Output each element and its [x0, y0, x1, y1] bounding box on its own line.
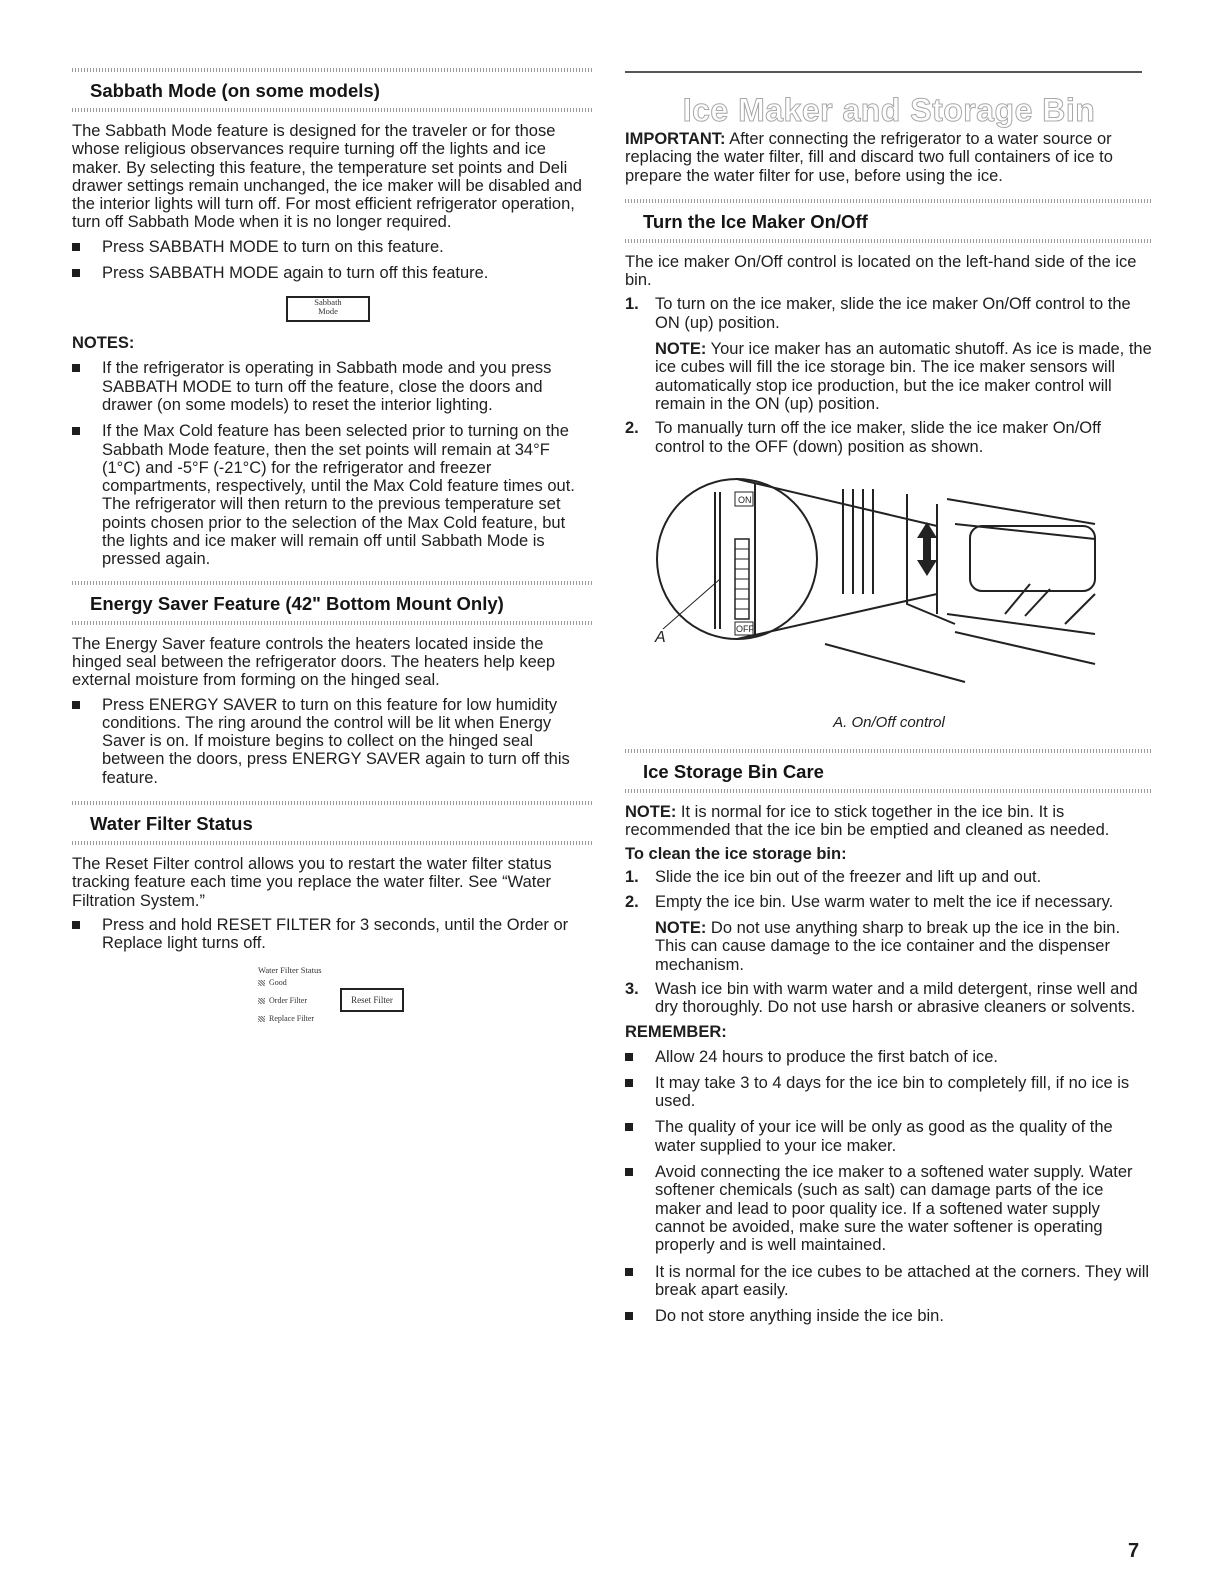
- bullet-icon: [72, 269, 80, 277]
- section-divider: [72, 801, 592, 805]
- bullet-icon: [625, 1312, 633, 1320]
- indicator-light-icon: [258, 998, 265, 1004]
- energy-intro: The Energy Saver feature controls the heaters located inside the hinged seal between the refrigerator doors. The heaters help keep external moisture from forming on the hinged seal.: [72, 634, 556, 690]
- sabbath-heading: Sabbath Mode (on some models): [90, 80, 380, 101]
- turn-steps: [625, 295, 1153, 455]
- callout-letter-a: A: [655, 628, 666, 646]
- section-divider: [72, 841, 592, 845]
- water-filter-heading: Water Filter Status: [90, 813, 253, 835]
- list-item: Press and hold RESET FILTER for 3 seconds, until the Order or Replace light turns off.: [72, 916, 592, 953]
- status-order-filter: Order Filter: [258, 996, 307, 1005]
- notes-heading: NOTES:: [72, 334, 135, 353]
- section-divider: [625, 239, 1153, 243]
- ice-maker-control-figure: [625, 464, 1153, 710]
- list-item: Avoid connecting the ice maker to a softened water supply. Water softener chemicals (such as salt) can damage parts of the ice maker and lead to poor quality ice. If a softened water supply cannot be avoided, make sure the water softener is operating properly and is well maintained.: [625, 1163, 1153, 1254]
- energy-bullets: [72, 696, 592, 787]
- section-divider: [72, 108, 592, 112]
- water-filter-panel-illustration: [72, 965, 592, 1055]
- care-note: NOTE: It is normal for ice to stick together in the ice bin. It is recommended that the ice bin be emptied and cleaned as needed.: [625, 802, 1110, 840]
- figure-caption: A. On/Off control: [833, 713, 945, 731]
- list-item: If the Max Cold feature has been selected prior to turning on the Sabbath Mode feature, then the set points will remain at 34°F (1°C) and -5°F (-21°C) for the refrigerator and freezer compartments, respectively, until the Max Cold feature times out. The refrigerator will then return to the previous temperature set points chosen prior to the selection of the Max Cold feature, but the lights and ice maker will remain off until Sabbath Mode is pressed again.: [72, 422, 592, 568]
- section-divider: [72, 581, 592, 585]
- bullet-icon: [625, 1079, 633, 1087]
- list-item: Press SABBATH MODE again to turn off this feature.: [72, 264, 592, 282]
- sabbath-mode-button-illustration: Sabbath Mode: [286, 296, 370, 322]
- list-item: Do not store anything inside the ice bin.: [625, 1307, 1153, 1325]
- clean-steps: [625, 868, 1153, 1016]
- energy-heading: Energy Saver Feature (42" Bottom Mount Only): [90, 592, 504, 614]
- list-item: 2. To manually turn off the ice maker, slide the ice maker On/Off control to the OFF (down) position as shown.: [625, 419, 1102, 456]
- sabbath-intro: The Sabbath Mode feature is designed for the traveler or for those whose religious observances require turning off the lights and ice maker. By selecting this feature, the temperature set points and Deli drawer settings remain unchanged, the ice maker will be disabled and the interior lights will turn off. For most efficient refrigerator operation, turn off Sabbath Mode when it is no longer required.: [72, 122, 582, 232]
- ice-maker-diagram: [625, 464, 1153, 710]
- sabbath-notes: [72, 359, 592, 568]
- clean-bin-heading: To clean the ice storage bin:: [625, 845, 847, 864]
- water-filter-bullets: [72, 916, 592, 953]
- remember-heading: REMEMBER:: [625, 1022, 727, 1041]
- bullet-icon: [625, 1268, 633, 1276]
- list-item: 3. Wash ice bin with warm water and a mild detergent, rinse well and dry thoroughly. Do not use harsh or abrasive cleaners or solvents.: [625, 979, 1138, 1017]
- list-item: It is normal for the ice cubes to be attached at the corners. They will break apart easily.: [625, 1263, 1153, 1300]
- bullet-icon: [72, 243, 80, 251]
- left-column: [72, 68, 592, 1055]
- right-column: [625, 78, 1153, 1333]
- bullet-icon: [72, 701, 80, 709]
- page-title: Ice Maker and Storage Bin: [682, 92, 1096, 128]
- list-item: 1. Slide the ice bin out of the freezer and lift up and out.: [625, 868, 1042, 887]
- section-divider: [625, 199, 1153, 203]
- water-filter-panel-title: Water Filter Status: [258, 964, 322, 975]
- status-good: Good: [258, 978, 287, 987]
- bullet-icon: [625, 1053, 633, 1061]
- list-item: Allow 24 hours to produce the first batch of ice.: [625, 1048, 1153, 1066]
- bullet-icon: [72, 427, 80, 435]
- important-paragraph: IMPORTANT: After connecting the refrigerator to a water source or replacing the water filter, fill and discard two full containers of ice to prepare the water filter for use, before using the ice.: [625, 130, 1113, 185]
- section-divider: [625, 749, 1153, 753]
- bullet-icon: [72, 921, 80, 929]
- bullet-icon: [625, 1168, 633, 1176]
- reset-filter-button-illustration: Reset Filter: [340, 988, 404, 1012]
- indicator-light-icon: [258, 1016, 265, 1022]
- sabbath-bullets: [72, 238, 592, 283]
- ice-bin-care-heading: Ice Storage Bin Care: [643, 760, 824, 782]
- list-item: If the refrigerator is operating in Sabbath mode and you press SABBATH MODE to turn off the feature, close the doors and drawer (on some models) to reset the interior lighting.: [72, 359, 592, 414]
- list-item: Press SABBATH MODE to turn on this feature.: [72, 238, 592, 256]
- list-item: 1. To turn on the ice maker, slide the ice maker On/Off control to the ON (up) position. NOTE: Your ice maker has an automatic shutoff. As ice is made, the ice cubes will fill the ice storage bin. The ice maker sensors will automatically stop ice production, but the ice maker control will remain in the ON (up) position.: [625, 295, 1152, 413]
- list-item: 2. Empty the ice bin. Use warm water to melt the ice if necessary. NOTE: Do not use anything sharp to break up the ice in the bin. This can cause damage to the ice container and the dispenser mechanism.: [625, 892, 1121, 974]
- on-label: ON: [738, 494, 752, 505]
- turn-ice-maker-heading: Turn the Ice Maker On/Off: [643, 210, 868, 232]
- turn-intro: The ice maker On/Off control is located on the left-hand side of the ice bin.: [625, 252, 1137, 290]
- page-number: 7: [1128, 1540, 1140, 1562]
- list-item: Press ENERGY SAVER to turn on this feature for low humidity conditions. The ring around the control will be lit when Energy Saver is on. If moisture begins to collect on the hinged seal between the doors, press ENERGY SAVER again to turn off this feature.: [72, 696, 592, 787]
- water-filter-intro: The Reset Filter control allows you to restart the water filter status tracking feature each time you replace the water filter. See “Water Filtration System.”: [72, 855, 552, 910]
- top-rule: [625, 71, 1142, 73]
- indicator-light-icon: [258, 980, 265, 986]
- section-divider: [625, 789, 1153, 793]
- remember-bullets: [625, 1048, 1153, 1326]
- section-divider: [72, 68, 592, 72]
- status-replace-filter: Replace Filter: [258, 1014, 314, 1023]
- off-label: OFF: [736, 623, 754, 634]
- list-item: The quality of your ice will be only as good as the quality of the water supplied to your ice maker.: [625, 1118, 1153, 1155]
- bullet-icon: [625, 1123, 633, 1131]
- bullet-icon: [72, 364, 80, 372]
- section-divider: [72, 621, 592, 625]
- list-item: It may take 3 to 4 days for the ice bin to completely fill, if no ice is used.: [625, 1074, 1153, 1111]
